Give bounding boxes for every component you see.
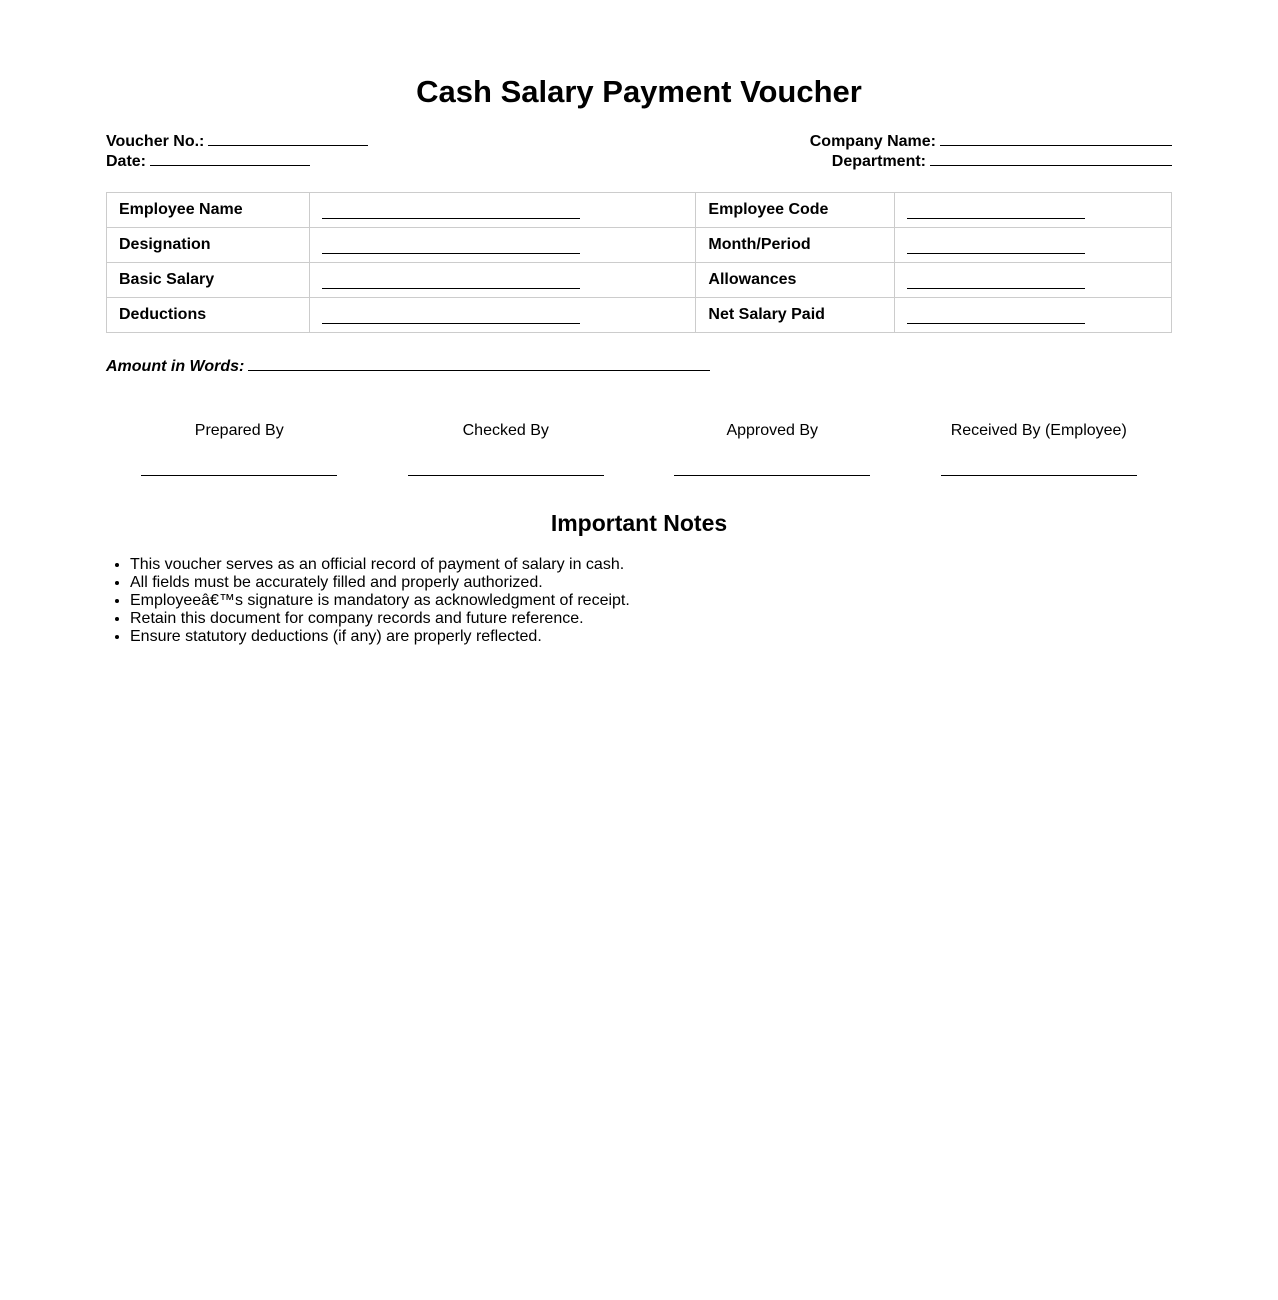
notes-title: Important Notes [550,510,728,536]
header-right [810,131,1172,171]
month-period-field[interactable] [907,237,1085,254]
company-name-label: Company Name: [809,133,936,150]
signature-line[interactable] [408,474,604,476]
employee-code-label: Employee Code [696,193,895,228]
table-row [107,228,1172,263]
amount-in-words-row [106,356,710,376]
net-salary-paid-label: Net Salary Paid [696,298,895,333]
allowances-field[interactable] [907,272,1085,289]
page-title: Cash Salary Payment Voucher [416,74,862,109]
table-row [107,263,1172,298]
date-row [106,151,368,171]
employee-code-field[interactable] [907,202,1085,219]
list-item: • Ensure statutory deductions (if any) are properly reflected. [130,628,630,646]
list-item: • Employeeâ€™s signature is mandatory as acknowledgment of receipt. [130,592,630,610]
date-field[interactable] [150,151,310,166]
date-label: Date: [106,153,147,170]
net-salary-paid-cell [895,298,1172,333]
amount-in-words-label: Amount in Words: [106,358,245,375]
signature-label: Received By (Employee) [950,422,1127,439]
designation-cell [309,228,696,263]
signature-label: Prepared By [194,422,284,439]
department-label: Department: [831,153,926,170]
header-left [106,131,368,171]
deductions-cell [309,298,696,333]
employee-info-table [106,192,1172,333]
month-period-cell [895,228,1172,263]
signature-section [106,422,1172,476]
basic-salary-cell [309,263,696,298]
allowances-cell [895,263,1172,298]
month-period-label: Month/Period [696,228,895,263]
list-item: • All fields must be accurately filled and properly authorized. [130,574,630,592]
amount-in-words-field[interactable] [248,356,710,371]
deductions-field[interactable] [322,307,580,324]
employee-code-cell [895,193,1172,228]
list-item: • Retain this document for company records and future reference. [130,610,630,628]
notes-list [106,556,630,646]
signature-approved-by [639,422,906,476]
company-name-row [810,131,1172,151]
department-field[interactable] [930,151,1172,166]
company-name-field[interactable] [940,131,1172,146]
signature-line[interactable] [141,474,337,476]
voucher-no-field[interactable] [208,131,368,146]
net-salary-paid-field[interactable] [907,307,1085,324]
employee-name-field[interactable] [322,202,580,219]
table-row [107,298,1172,333]
list-item: • This voucher serves as an official record of payment of salary in cash. [130,556,630,574]
signature-received-by [906,422,1173,476]
employee-name-label: Employee Name [107,193,310,228]
allowances-label: Allowances [696,263,895,298]
designation-label: Designation [107,228,310,263]
signature-line[interactable] [941,474,1137,476]
basic-salary-label: Basic Salary [107,263,310,298]
signature-prepared-by [106,422,373,476]
signature-label: Approved By [726,422,819,439]
designation-field[interactable] [322,237,580,254]
table-row [107,193,1172,228]
signature-checked-by [373,422,640,476]
voucher-no-row [106,131,368,151]
voucher-no-label: Voucher No.: [106,133,205,150]
signature-label: Checked By [462,422,549,439]
deductions-label: Deductions [107,298,310,333]
signature-line[interactable] [674,474,870,476]
basic-salary-field[interactable] [322,272,580,289]
employee-name-cell [309,193,696,228]
department-row [810,151,1172,171]
